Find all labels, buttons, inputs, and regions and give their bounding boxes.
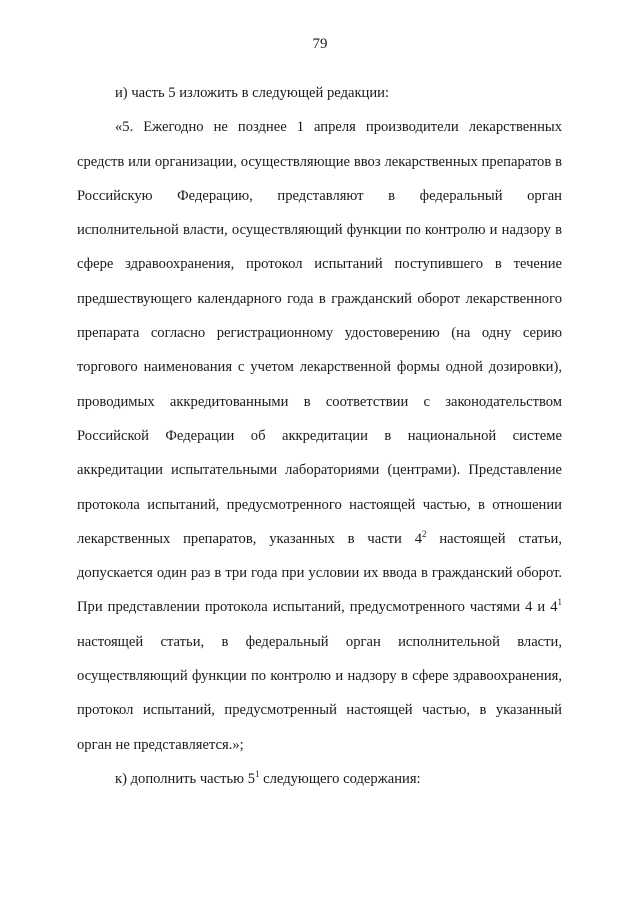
page-number: 79 bbox=[312, 36, 328, 52]
paragraph-text: «5. Ежегодно не позднее 1 апреля производители лекарственных средств или организации, осуществляющие ввоз лекарственных препаратов в Российскую Федерацию, представляют в федеральный орган исполнительной власти, осуществляющий функции по контролю и надзору в сфере здравоохранения, протокол испытаний поступившего в течение предшествующего календарного года в гражданский оборот лекарственного препарата согласно регистрационному удостоверению (на одну серию торгового наименования с учетом лекарственной формы одной дозировки), проводимых аккредитованными в соответствии с законодательством Российской Федерации об аккредитации в национальной системе аккредитации испытательными лабораториями (центрами). Представление протокола испытаний, предусмотренного настоящей частью, в отношении лекарственных препаратов, указанных в части 4 bbox=[77, 119, 562, 547]
paragraph-item-k bbox=[77, 762, 562, 796]
paragraph-text: к) дополнить частью 5 bbox=[115, 770, 255, 787]
superscript: 1 bbox=[255, 768, 260, 779]
paragraph-text: настоящей статьи, допускается один раз в три года при условии их ввода в гражданский оборот. При представлении протокола испытаний, предусмотренного частями 4 и 4 bbox=[77, 530, 562, 616]
paragraph-text: и) часть 5 изложить в следующей редакции: bbox=[115, 85, 390, 101]
paragraph-text: следующего содержания: bbox=[259, 770, 421, 787]
superscript: 2 bbox=[422, 528, 427, 539]
body-text bbox=[77, 76, 562, 796]
paragraph-item-i bbox=[77, 76, 562, 110]
superscript: 1 bbox=[557, 597, 562, 608]
paragraph-text: настоящей статьи, в федеральный орган исполнительной власти, осуществляющий функции по контролю и надзору в сфере здравоохранения, протокол испытаний, предусмотренный настоящей частью, в указанный орган не представляется.»; bbox=[77, 633, 562, 753]
paragraph-part-5 bbox=[77, 110, 562, 762]
